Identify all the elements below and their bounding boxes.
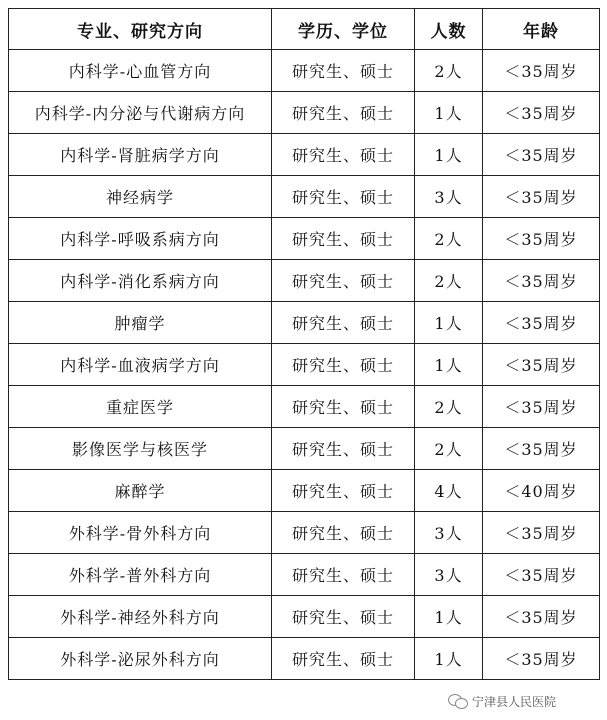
cell-count: 1人 [415, 596, 483, 638]
cell-count: 2人 [415, 218, 483, 260]
cell-count: 1人 [415, 344, 483, 386]
wechat-icon [448, 693, 468, 709]
table-row [9, 176, 600, 218]
table-row [9, 512, 600, 554]
cell-major: 外科学-泌尿外科方向 [9, 638, 272, 680]
table-row [9, 638, 600, 680]
table-row [9, 218, 600, 260]
cell-count: 1人 [415, 92, 483, 134]
cell-major: 内科学-血液病学方向 [9, 344, 272, 386]
cell-major: 外科学-神经外科方向 [9, 596, 272, 638]
cell-count: 1人 [415, 302, 483, 344]
cell-major: 内科学-内分泌与代谢病方向 [9, 92, 272, 134]
cell-count: 2人 [415, 428, 483, 470]
cell-degree: 研究生、硕士 [272, 386, 415, 428]
table-row [9, 470, 600, 512]
cell-age: ＜35周岁 [483, 554, 600, 596]
table-row [9, 302, 600, 344]
cell-major: 麻醉学 [9, 470, 272, 512]
cell-count: 1人 [415, 134, 483, 176]
cell-major: 影像医学与核医学 [9, 428, 272, 470]
table-row [9, 386, 600, 428]
cell-count: 3人 [415, 512, 483, 554]
table-header-row [9, 9, 600, 50]
cell-count: 3人 [415, 176, 483, 218]
cell-major: 内科学-消化系病方向 [9, 260, 272, 302]
table-row [9, 596, 600, 638]
header-degree: 学历、学位 [272, 9, 415, 50]
cell-age: ＜35周岁 [483, 344, 600, 386]
cell-degree: 研究生、硕士 [272, 218, 415, 260]
cell-degree: 研究生、硕士 [272, 470, 415, 512]
cell-age: ＜35周岁 [483, 638, 600, 680]
cell-degree: 研究生、硕士 [272, 134, 415, 176]
cell-count: 4人 [415, 470, 483, 512]
cell-degree: 研究生、硕士 [272, 302, 415, 344]
cell-age: ＜35周岁 [483, 260, 600, 302]
cell-degree: 研究生、硕士 [272, 92, 415, 134]
cell-degree: 研究生、硕士 [272, 344, 415, 386]
table-row [9, 92, 600, 134]
cell-degree: 研究生、硕士 [272, 512, 415, 554]
cell-age: ＜35周岁 [483, 512, 600, 554]
cell-degree: 研究生、硕士 [272, 260, 415, 302]
cell-count: 2人 [415, 50, 483, 92]
table-row [9, 344, 600, 386]
watermark-text: 宁津县人民医院 [472, 694, 557, 709]
cell-age: ＜35周岁 [483, 386, 600, 428]
cell-age: ＜40周岁 [483, 470, 600, 512]
cell-count: 2人 [415, 260, 483, 302]
cell-count: 1人 [415, 638, 483, 680]
cell-degree: 研究生、硕士 [272, 638, 415, 680]
cell-major: 肿瘤学 [9, 302, 272, 344]
table-row [9, 260, 600, 302]
cell-degree: 研究生、硕士 [272, 176, 415, 218]
cell-degree: 研究生、硕士 [272, 50, 415, 92]
cell-major: 外科学-普外科方向 [9, 554, 272, 596]
cell-degree: 研究生、硕士 [272, 554, 415, 596]
cell-age: ＜35周岁 [483, 302, 600, 344]
recruitment-table [8, 8, 600, 680]
table-row [9, 554, 600, 596]
cell-major: 内科学-心血管方向 [9, 50, 272, 92]
cell-age: ＜35周岁 [483, 134, 600, 176]
cell-age: ＜35周岁 [483, 50, 600, 92]
cell-major: 神经病学 [9, 176, 272, 218]
cell-age: ＜35周岁 [483, 218, 600, 260]
table-row [9, 50, 600, 92]
cell-major: 重症医学 [9, 386, 272, 428]
wechat-watermark [448, 690, 556, 712]
cell-age: ＜35周岁 [483, 92, 600, 134]
cell-age: ＜35周岁 [483, 596, 600, 638]
cell-count: 3人 [415, 554, 483, 596]
header-major: 专业、研究方向 [9, 9, 272, 50]
cell-major: 外科学-骨外科方向 [9, 512, 272, 554]
header-count: 人数 [415, 9, 483, 50]
cell-age: ＜35周岁 [483, 428, 600, 470]
cell-count: 2人 [415, 386, 483, 428]
recruitment-table-container [8, 8, 599, 680]
cell-degree: 研究生、硕士 [272, 596, 415, 638]
cell-age: ＜35周岁 [483, 176, 600, 218]
cell-degree: 研究生、硕士 [272, 428, 415, 470]
header-age: 年龄 [483, 9, 600, 50]
cell-major: 内科学-呼吸系病方向 [9, 218, 272, 260]
table-row [9, 428, 600, 470]
cell-major: 内科学-肾脏病学方向 [9, 134, 272, 176]
table-row [9, 134, 600, 176]
